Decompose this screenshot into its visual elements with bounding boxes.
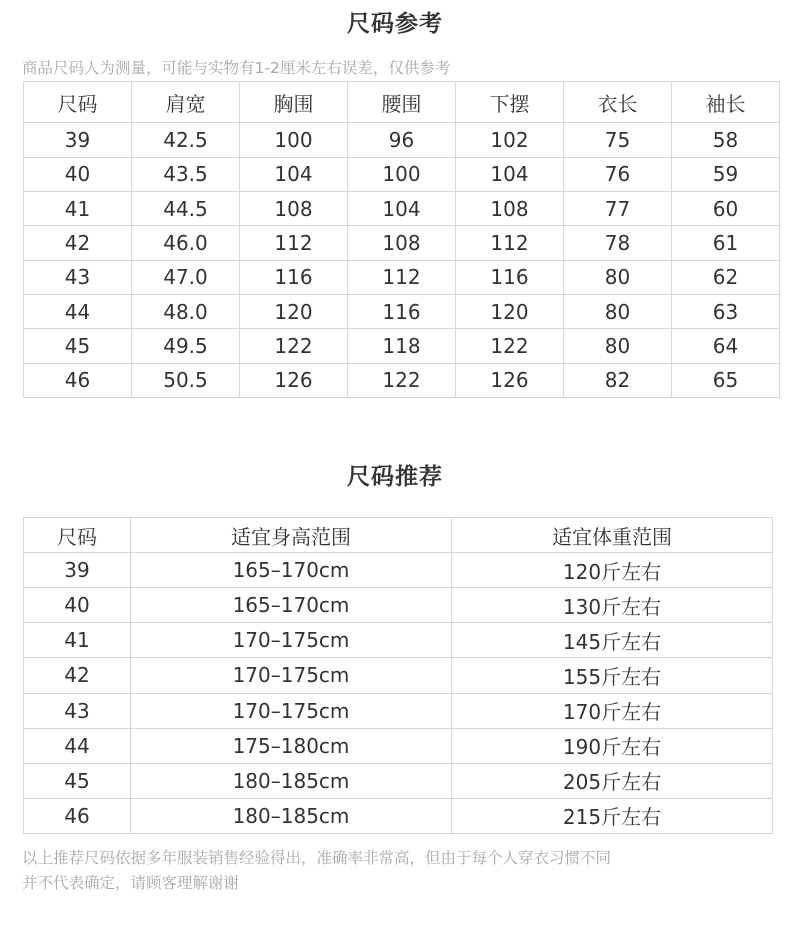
table-cell: 170–175cm [131, 693, 452, 728]
table-row [24, 157, 780, 191]
size-reference-table [23, 81, 780, 398]
table-cell: 108 [240, 191, 348, 225]
table-row [24, 260, 780, 294]
table-row [24, 693, 773, 728]
table-header-cell: 适宜身高范围 [131, 518, 452, 553]
table-cell: 64 [672, 329, 780, 363]
table-row [24, 294, 780, 328]
table-cell: 190斤左右 [452, 728, 773, 763]
table-header-cell: 腰围 [348, 82, 456, 123]
table-cell: 100 [348, 157, 456, 191]
table-cell: 80 [564, 260, 672, 294]
table-row [24, 329, 780, 363]
table-cell: 205斤左右 [452, 763, 773, 798]
table-row [24, 226, 780, 260]
table-cell: 120 [240, 294, 348, 328]
table-cell: 47.0 [132, 260, 240, 294]
table-cell: 42 [24, 226, 132, 260]
table-cell: 120 [456, 294, 564, 328]
table-header-cell: 衣长 [564, 82, 672, 123]
table-cell: 44 [24, 728, 131, 763]
table-cell: 155斤左右 [452, 658, 773, 693]
table-cell: 104 [348, 191, 456, 225]
table-cell: 80 [564, 329, 672, 363]
table-cell: 42 [24, 658, 131, 693]
table-cell: 130斤左右 [452, 588, 773, 623]
table-cell: 44.5 [132, 191, 240, 225]
table-cell: 118 [348, 329, 456, 363]
table-cell: 44 [24, 294, 132, 328]
table-cell: 104 [240, 157, 348, 191]
table-cell: 215斤左右 [452, 798, 773, 833]
table-cell: 122 [456, 329, 564, 363]
table-cell: 116 [348, 294, 456, 328]
table-header-cell: 尺码 [24, 518, 131, 553]
table-cell: 39 [24, 553, 131, 588]
table-header-cell: 袖长 [672, 82, 780, 123]
table-header-cell: 下摆 [456, 82, 564, 123]
table-cell: 82 [564, 363, 672, 397]
table-cell: 77 [564, 191, 672, 225]
table-row [24, 763, 773, 798]
table-row [24, 588, 773, 623]
table-cell: 43 [24, 693, 131, 728]
table-cell: 60 [672, 191, 780, 225]
table-cell: 62 [672, 260, 780, 294]
table-cell: 41 [24, 191, 132, 225]
table-cell: 112 [240, 226, 348, 260]
table-cell: 108 [348, 226, 456, 260]
table-cell: 78 [564, 226, 672, 260]
table-cell: 48.0 [132, 294, 240, 328]
table-cell: 175–180cm [131, 728, 452, 763]
table-cell: 40 [24, 157, 132, 191]
table-cell: 170–175cm [131, 623, 452, 658]
recommendation-footnote-line1: 以上推荐尺码依据多年服装销售经验得出，准确率非常高，但由于每个人穿衣习惯不同 [22, 849, 612, 867]
table-cell: 116 [456, 260, 564, 294]
table-cell: 170–175cm [131, 658, 452, 693]
table-cell: 165–170cm [131, 588, 452, 623]
table-row [24, 191, 780, 225]
table-cell: 45 [24, 763, 131, 798]
table-header-cell: 尺码 [24, 82, 132, 123]
table-header-cell: 适宜体重范围 [452, 518, 773, 553]
table-cell: 41 [24, 623, 131, 658]
table-cell: 49.5 [132, 329, 240, 363]
table-cell: 59 [672, 157, 780, 191]
table-cell: 104 [456, 157, 564, 191]
size-recommendation-title: 尺码推荐 [347, 464, 443, 490]
table-cell: 43 [24, 260, 132, 294]
size-recommendation-table [23, 517, 773, 834]
table-cell: 43.5 [132, 157, 240, 191]
table-header-cell: 胸围 [240, 82, 348, 123]
table-row [24, 728, 773, 763]
table-cell: 61 [672, 226, 780, 260]
table-cell: 76 [564, 157, 672, 191]
table-cell: 165–170cm [131, 553, 452, 588]
table-row [24, 363, 780, 397]
table-row [24, 553, 773, 588]
table-cell: 46 [24, 363, 132, 397]
table-cell: 108 [456, 191, 564, 225]
table-cell: 75 [564, 123, 672, 157]
table-cell: 126 [456, 363, 564, 397]
table-cell: 46 [24, 798, 131, 833]
table-cell: 180–185cm [131, 763, 452, 798]
table-cell: 58 [672, 123, 780, 157]
table-row [24, 798, 773, 833]
table-cell: 116 [240, 260, 348, 294]
table-cell: 126 [240, 363, 348, 397]
table-cell: 180–185cm [131, 798, 452, 833]
measurement-note: 商品尺码人为测量，可能与实物有1-2厘米左右误差，仅供参考 [22, 59, 451, 77]
table-cell: 65 [672, 363, 780, 397]
table-cell: 170斤左右 [452, 693, 773, 728]
table-cell: 40 [24, 588, 131, 623]
table-cell: 120斤左右 [452, 553, 773, 588]
table-cell: 42.5 [132, 123, 240, 157]
table-cell: 96 [348, 123, 456, 157]
recommendation-footnote-line2: 并不代表确定，请顾客理解谢谢 [22, 874, 240, 892]
table-cell: 50.5 [132, 363, 240, 397]
table-cell: 63 [672, 294, 780, 328]
table-cell: 145斤左右 [452, 623, 773, 658]
table-cell: 122 [348, 363, 456, 397]
table-cell: 112 [456, 226, 564, 260]
table-cell: 100 [240, 123, 348, 157]
table-row [24, 123, 780, 157]
table-cell: 45 [24, 329, 132, 363]
table-header-row [24, 518, 773, 553]
size-reference-title: 尺码参考 [347, 11, 443, 37]
table-cell: 122 [240, 329, 348, 363]
table-cell: 102 [456, 123, 564, 157]
table-cell: 46.0 [132, 226, 240, 260]
table-cell: 39 [24, 123, 132, 157]
table-header-cell: 肩宽 [132, 82, 240, 123]
table-row [24, 623, 773, 658]
table-row [24, 658, 773, 693]
table-cell: 112 [348, 260, 456, 294]
table-cell: 80 [564, 294, 672, 328]
table-header-row [24, 82, 780, 123]
